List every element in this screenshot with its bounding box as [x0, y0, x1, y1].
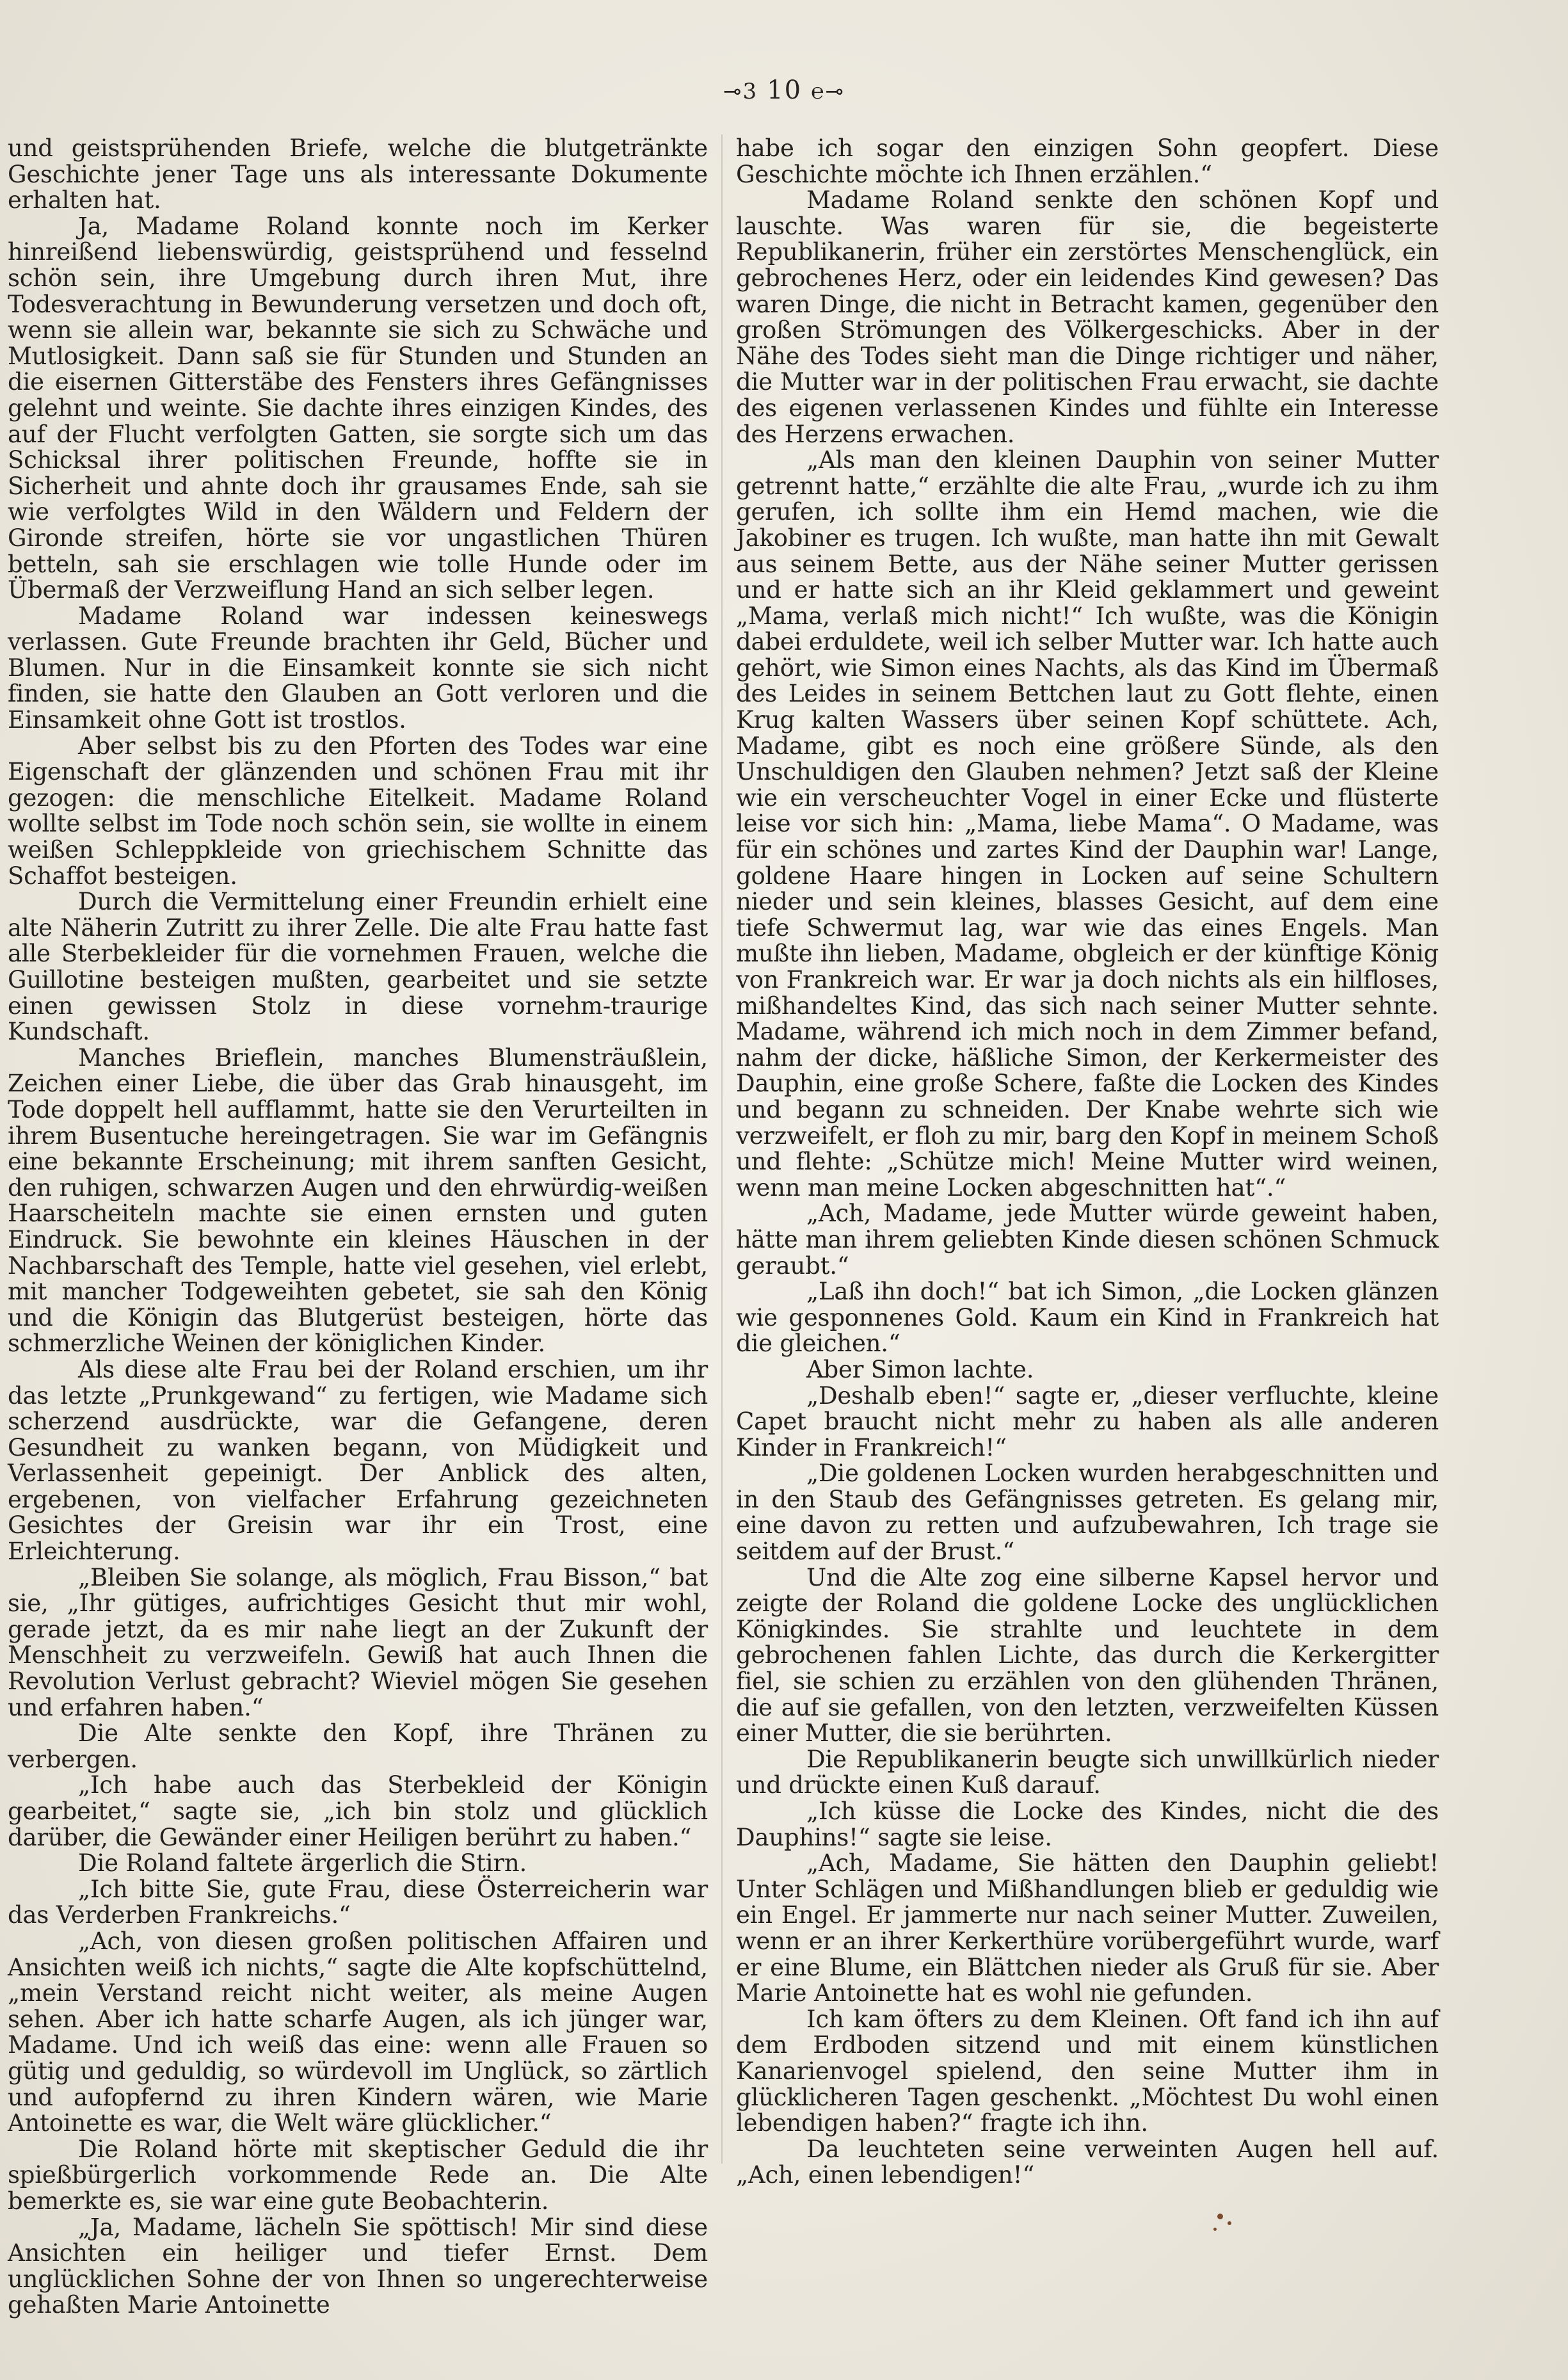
paragraph: Die Roland faltete ärgerlich die Stirn. — [78, 1849, 527, 1877]
page-number: 10 — [767, 76, 803, 105]
paragraph: „Bleiben Sie solange, als möglich, Frau Bisson,“ bat sie, „Ihr gütiges, aufrichtiges Gesicht thut mir wohl, gerade jetzt, da es mir nahe liegt an der Zukunft der Menschheit zu verzweifeln. Gewiß hat auch Ihnen die Revolution Verlust gebracht? Wieviel mögen Sie gesehen und erfahren haben.“ — [8, 1563, 708, 1721]
paragraph: Da leuchteten seine verweinten Augen hell auf. „Ach, einen lebendigen!“ — [736, 2135, 1439, 2189]
paragraph: „Ich habe auch das Sterbekleid der Königin gearbeitet,“ sagte sie, „ich bin stolz und glücklich darüber, die Gewänder einer Heiligen berührt zu haben.“ — [8, 1771, 708, 1851]
paragraph: habe ich sogar den einzigen Sohn geopfert. Diese Geschichte möchte ich Ihnen erzählen.“ — [736, 134, 1439, 188]
paper-speck — [1228, 2221, 1231, 2225]
paragraph: Manches Brieflein, manches Blumensträußlein, Zeichen einer Liebe, die über das Grab hinausgeht, im Tode doppelt hell aufflammt, hatte sie den Verurteilten in ihrem Busentuche hereingetragen. Sie war im Gefängnis eine bekannte Erscheinung; mit ihrem sanften Gesicht, den ruhigen, schwarzen Augen und den ehrwürdig-weißen Haarscheiteln machte sie einen ernsten und guten Eindruck. Sie bewohnte ein kleines Häuschen in der Nachbarschaft des Temple, hatte viel gesehen, viel erlebt, mit mancher Todgeweihten gebetet, sie sah den König und die Königin das Blutgerüst besteigen, hörte das schmerzliche Weinen der königlichen Kinder. — [8, 1043, 708, 1358]
paragraph: „Die goldenen Locken wurden herabgeschnitten und in den Staub des Gefängnisses getreten. Es gelang mir, eine davon zu retten und aufzubewahren, Ich trage sie seitdem auf der Brust.“ — [736, 1459, 1439, 1566]
ornament-left: ⊸3 — [723, 79, 758, 104]
paragraph: „Als man den kleinen Dauphin von seiner Mutter getrennt hatte,“ erzählte die alte Frau, „wurde ich zu ihm gerufen, ich sollte ihm ein Hemd machen, wie die Jakobiner es trugen. Ich wußte, man hatte ihn mit Gewalt aus seinem Bette, aus der Nähe seiner Mutter gerissen und er hatte sich an ihr Kleid geklammert und geweint „Mama, verlaß mich nicht!“ Ich wußte, was die Königin dabei erduldete, weil ich selber Mutter war. Ich hatte auch gehört, wie Simon eines Nachts, als das Kind im Übermaß des Leides in seinem Bettchen laut zu Gott flehte, einen Krug kalten Wassers über seinen Kopf schüttete. Ach, Madame, gibt es noch eine größere Sünde, als den Unschuldigen den Glauben nehmen? Jetzt saß der Kleine wie ein verscheuchter Vogel in einer Ecke und flüsterte leise vor sich hin: „Mama, liebe Mama“. O Madame, was für ein schönes und zartes Kind der Dauphin war! Lange, goldene Haare hingen in Locken auf seine Schultern nieder und sein kleines, blasses Gesicht, auf dem eine tiefe Schwermut lag, war wie das eines Engels. Man mußte ihn lieben, Madame, obgleich er der künftige König von Frankreich war. Er war ja doch nichts als ein hilfloses, mißhandeltes Kind, das sich nach seiner Mutter sehnte. Madame, während ich mich noch in dem Zimmer befand, nahm der dicke, häßliche Simon, der Kerkermeister des Dauphin, eine große Schere, faßte die Locken des Kindes und begann zu schneiden. Der Knabe wehrte sich wie verzweifelt, er floh zu mir, barg den Kopf in meinem Schoß und flehte: „Schütze mich! Meine Mutter wird weinen, wenn man meine Locken abgeschnitten hat“.“ — [736, 446, 1439, 1202]
paragraph: und geistsprühenden Briefe, welche die blutgetränkte Geschichte jener Tage uns als interessante Dokumente erhalten hat. — [8, 134, 708, 214]
paragraph: Madame Roland senkte den schönen Kopf und lauschte. Was waren für sie, die begeisterte Republikanerin, früher ein zerstörtes Menschenglück, ein gebrochenes Herz, oder ein leidendes Kind gewesen? Das waren Dinge, die nicht in Betracht kamen, gegenüber den großen Strömungen des Völkergeschicks. Aber in der Nähe des Todes sieht man die Dinge richtiger und näher, die Mutter war in der politischen Frau erwacht, sie dachte des eigenen verlassenen Kindes und fühlte ein Interesse des Herzens erwachen. — [736, 186, 1439, 448]
paragraph: Ich kam öfters zu dem Kleinen. Oft fand ich ihn auf dem Erdboden sitzend und mit einem künstlichen Kanarienvogel spielend, den seine Mutter ihm in glücklicheren Tagen geschenkt. „Möchtest Du wohl einen lebendigen haben?“ fragte ich ihn. — [736, 2005, 1439, 2137]
paragraph: Aber selbst bis zu den Pforten des Todes war eine Eigenschaft der glänzenden und schönen Frau mit ihr gezogen: die menschliche Eitelkeit. Madame Roland wollte selbst im Tode noch schön sein, sie wollte in einem weißen Schleppkleide von griechischem Schnitte das Schaffot besteigen. — [8, 732, 708, 890]
paragraph: „Ach, Madame, Sie hätten den Dauphin geliebt! Unter Schlägen und Mißhandlungen blieb er geduldig wie ein Engel. Er jammerte nur nach seiner Mutter. Zuweilen, wenn er an ihrer Kerkerthüre vorübergeführt wurde, warf er eine Blume, ein Blättchen nieder als Gruß für sie. Aber Marie Antoinette hat es wohl nie gefunden. — [736, 1849, 1439, 2007]
paragraph: Die Alte senkte den Kopf, ihre Thränen zu verbergen. — [8, 1719, 708, 1773]
paragraph: „Deshalb eben!“ sagte er, „dieser verfluchte, kleine Capet braucht nicht mehr zu haben als alle anderen Kinder in Frankreich!“ — [736, 1381, 1439, 1461]
paragraph: Und die Alte zog eine silberne Kapsel hervor und zeigte der Roland die goldene Locke des unglücklichen Königkindes. Sie strahlte und leuchtete in dem gebrochenen fahlen Lichte, das durch die Kerkergitter fiel, sie schien zu erzählen von den glühenden Thränen, die auf sie gefallen, von den letzten, verzweifelten Küssen einer Mutter, die sie berührten. — [736, 1563, 1439, 1748]
paragraph: Ja, Madame Roland konnte noch im Kerker hinreißend liebenswürdig, geistsprühend und fesselnd schön sein, ihre Umgebung durch ihren Mut, ihre Todesverachtung in Bewunderung versetzen und doch oft, wenn sie allein war, bekannte sie sich zu Schwäche und Mutlosigkeit. Dann saß sie für Stunden und Stunden an die eisernen Gitterstäbe des Fensters ihres Gefängnisses gelehnt und weinte. Sie dachte ihres einzigen Kindes, des auf der Flucht verfolgten Gatten, sie sorgte sich um das Schicksal ihrer politischen Freunde, hoffte sie in Sicherheit und ahnte doch ihr grausames Ende, sah sie wie verfolgtes Wild in den Wäldern und Feldern der Gironde streifen, hörte sie vor ungastlichen Thüren betteln, sah sie erschlagen wie tolle Hunde oder im Übermaß der Verzweiflung Hand an sich selber legen. — [8, 212, 708, 604]
paragraph: „Ich küsse die Locke des Kindes, nicht die des Dauphins!“ sagte sie leise. — [736, 1797, 1439, 1851]
paragraph: Als diese alte Frau bei der Roland erschien, um ihr das letzte „Prunkgewand“ zu fertigen, wie Madame sich scherzend ausdrückte, war die Gefangene, deren Gesundheit zu wanken begann, von Müdigkeit und Verlassenheit gepeinigt. Der Anblick des alten, ergebenen, von vielfacher Erfahrung gezeichneten Gesichtes der Greisin war ihr ein Trost, eine Erleichterung. — [8, 1355, 708, 1566]
ornament-right: ℮⊸ — [811, 79, 845, 104]
right-column — [736, 136, 1439, 2189]
paragraph: „Ich bitte Sie, gute Frau, diese Österreicherin war das Verderben Frankreichs.“ — [8, 1875, 708, 1929]
paragraph: „Ach, von diesen großen politischen Affairen und Ansichten weiß ich nichts,“ sagte die Alte kopfschüttelnd, „mein Verstand reicht nicht weiter, als meine Augen sehen. Aber ich hatte scharfe Augen, als ich jünger war, Madame. Und ich weiß das eine: wenn alle Frauen so gütig und geduldig, so würdevoll im Unglück, so zärtlich und aufopfernd zu ihren Kindern wären, wie Marie Antoinette es war, die Welt wäre glücklicher.“ — [8, 1927, 708, 2137]
paragraph: „Ja, Madame, lächeln Sie spöttisch! Mir sind diese Ansichten ein heiliger und tiefer Ernst. Dem unglücklichen Sohne der von Ihnen so ungerechterweise gehaßten Marie Antoinette — [8, 2213, 708, 2319]
paragraph: Durch die Vermittelung einer Freundin erhielt eine alte Näherin Zutritt zu ihrer Zelle. Die alte Frau hatte fast alle Sterbekleider für die vornehmen Frauen, welche die Guillotine besteigen mußten, gearbeitet und sie setzte einen gewissen Stolz in diese vornehm-traurige Kundschaft. — [8, 888, 708, 1046]
column-divider — [721, 134, 723, 2164]
paragraph: „Laß ihn doch!“ bat ich Simon, „die Locken glänzen wie gesponnenes Gold. Kaum ein Kind in Frankreich hat die gleichen.“ — [736, 1278, 1439, 1358]
left-column — [8, 136, 708, 2319]
paper-speck — [1217, 2214, 1223, 2219]
paragraph: Die Roland hörte mit skeptischer Geduld die ihr spießbürgerlich vorkommende Rede an. Die Alte bemerkte es, sie war eine gute Beobachterin. — [8, 2135, 708, 2215]
paragraph: Madame Roland war indessen keineswegs verlassen. Gute Freunde brachten ihr Geld, Bücher und Blumen. Nur in die Einsamkeit konnte sie sich nicht finden, sie hatte den Glauben an Gott verloren und die Einsamkeit ohne Gott ist trostlos. — [8, 602, 708, 734]
paper-speck — [1213, 2228, 1217, 2231]
paragraph: Aber Simon lachte. — [806, 1355, 1034, 1383]
paragraph: „Ach, Madame, jede Mutter würde geweint haben, hätte man ihrem geliebten Kinde diesen schönen Schmuck geraubt.“ — [736, 1200, 1439, 1280]
paragraph: Die Republikanerin beugte sich unwillkürlich nieder und drückte einen Kuß darauf. — [736, 1745, 1439, 1799]
page-header — [0, 76, 1568, 105]
